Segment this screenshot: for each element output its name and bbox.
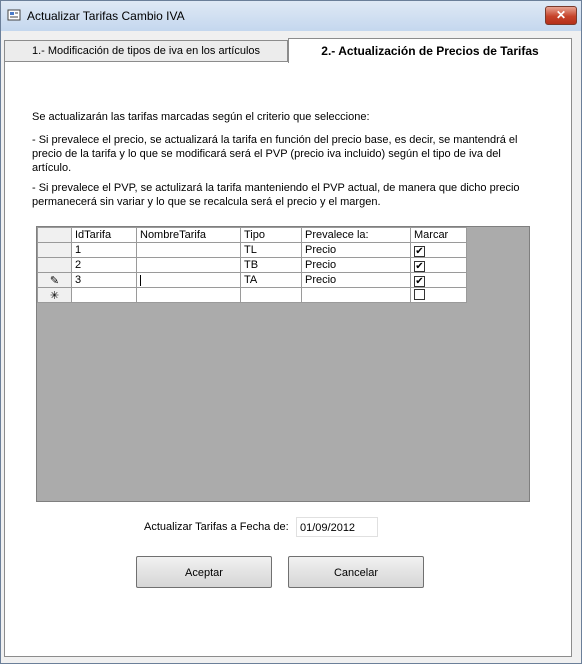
cell-idtarifa[interactable] xyxy=(72,288,137,303)
column-header-tipo[interactable]: Tipo xyxy=(241,228,302,243)
cell-nombretarifa[interactable] xyxy=(137,258,241,273)
fecha-input[interactable]: 01/09/2012 xyxy=(296,517,378,537)
row-header-corner xyxy=(38,228,72,243)
new-row[interactable] xyxy=(38,288,467,303)
column-header-prevalece[interactable]: Prevalece la: xyxy=(302,228,411,243)
row-header[interactable] xyxy=(38,258,72,273)
info-prevalece-precio: - Si prevalece el precio, se actualizará la tarifa en función del precio base, es decir, se mantendrá el precio de la tarifa y lo que se modificará será el PVP (precio iva incluido) según el tipo de iva del artículo. xyxy=(32,134,518,174)
tab-actualizacion-precios[interactable]: 2.- Actualización de Precios de Tarifas xyxy=(288,38,572,63)
cell-tipo[interactable]: TB xyxy=(241,258,302,273)
marcar-checkbox[interactable]: ✔ xyxy=(415,276,424,287)
table-row[interactable] xyxy=(38,258,467,273)
cancel-button[interactable]: Cancelar xyxy=(288,556,424,588)
table-row-editing[interactable] xyxy=(38,273,467,288)
window-title: Actualizar Tarifas Cambio IVA xyxy=(27,9,185,23)
fecha-label: Actualizar Tarifas a Fecha de: xyxy=(144,521,289,533)
cell-prevalece[interactable]: Precio xyxy=(302,243,411,258)
app-icon xyxy=(7,8,21,22)
cell-marcar[interactable] xyxy=(411,243,467,258)
text-cursor xyxy=(140,275,141,286)
cell-marcar[interactable] xyxy=(411,273,467,288)
cell-tipo[interactable]: TA xyxy=(241,273,302,288)
cell-idtarifa[interactable]: 2 xyxy=(72,258,137,273)
cell-marcar[interactable] xyxy=(411,288,467,303)
cell-prevalece[interactable]: Precio xyxy=(302,273,411,288)
tab-modificacion-iva[interactable]: 1.- Modificación de tipos de iva en los artículos xyxy=(4,40,288,61)
row-header[interactable] xyxy=(38,243,72,258)
column-header-marcar[interactable]: Marcar xyxy=(411,228,467,243)
cell-prevalece[interactable]: Precio xyxy=(302,258,411,273)
cell-nombretarifa[interactable] xyxy=(137,243,241,258)
column-header-nombretarifa[interactable]: NombreTarifa xyxy=(137,228,241,243)
cell-marcar[interactable] xyxy=(411,258,467,273)
table-row[interactable] xyxy=(38,243,467,258)
info-criterio: Se actualizarán las tarifas marcadas según el criterio que seleccione: xyxy=(32,111,370,123)
tarifas-grid[interactable] xyxy=(36,226,530,502)
close-button[interactable] xyxy=(545,6,577,25)
cell-nombretarifa[interactable] xyxy=(137,288,241,303)
cell-idtarifa[interactable]: 1 xyxy=(72,243,137,258)
cell-idtarifa[interactable]: 3 xyxy=(72,273,137,288)
column-header-idtarifa[interactable]: IdTarifa xyxy=(72,228,137,243)
grid-header-row xyxy=(38,228,467,243)
new-row-icon[interactable]: ✳ xyxy=(38,288,72,303)
marcar-checkbox[interactable] xyxy=(414,289,425,300)
marcar-checkbox[interactable]: ✔ xyxy=(415,246,424,257)
cell-nombretarifa[interactable] xyxy=(137,273,241,288)
cell-tipo[interactable] xyxy=(241,288,302,303)
cell-tipo[interactable]: TL xyxy=(241,243,302,258)
close-icon: ✕ xyxy=(555,8,567,22)
title-bar[interactable] xyxy=(1,1,581,31)
edit-pencil-icon[interactable]: ✎ xyxy=(38,273,72,288)
info-prevalece-pvp: - Si prevalece el PVP, se actulizará la tarifa manteniendo el PVP actual, de manera que dicho precio permanecerá sin variar y lo que se recalcula será el precio y el margen. xyxy=(32,182,520,208)
marcar-checkbox[interactable]: ✔ xyxy=(415,261,424,272)
accept-button[interactable]: Aceptar xyxy=(136,556,272,588)
cell-prevalece[interactable] xyxy=(302,288,411,303)
